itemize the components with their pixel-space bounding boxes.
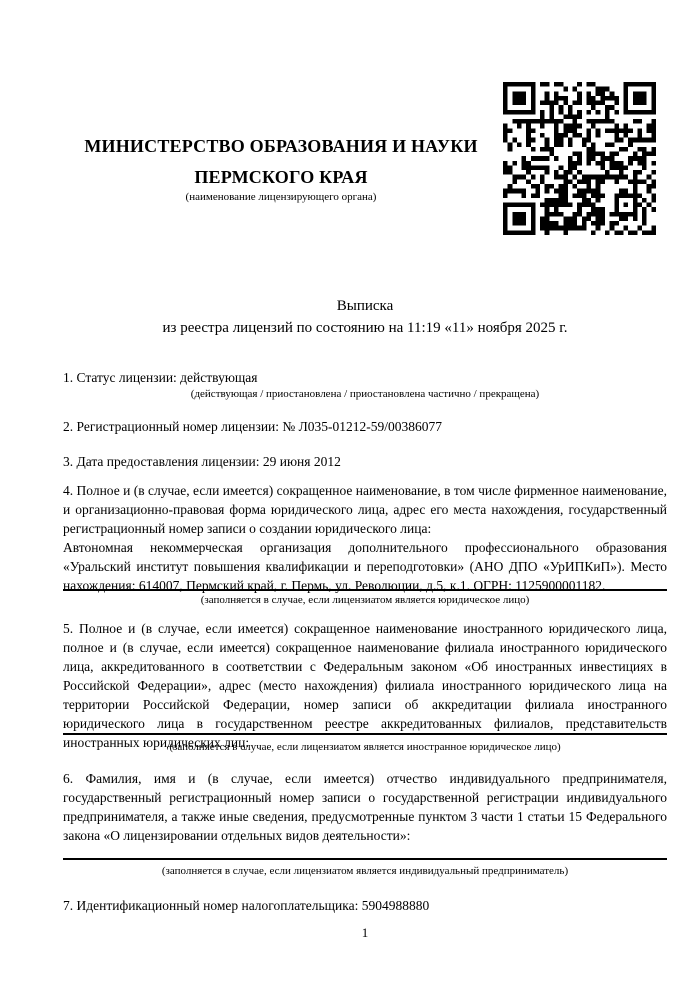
doc-title <box>63 295 667 339</box>
ministry-name-line2: ПЕРМСКОГО КРАЯ <box>194 167 368 187</box>
qr-code-icon <box>503 82 656 235</box>
license-number-line: 2. Регистрационный номер лицензии: № Л035-01212-59/00386077 <box>63 419 443 434</box>
status-options-caption: (действующая / приостановлена / приостановлена частично / прекращена) <box>190 388 540 400</box>
individual-entrepreneur-caption: (заполняется в случае, если лицензиатом является индивидуальный предприниматель) <box>161 865 569 877</box>
licensing-authority-caption: (наименование лицензирующего органа) <box>185 191 377 203</box>
ministry-name <box>63 131 499 193</box>
foreign-entity-rule <box>63 733 667 735</box>
legal-entity-caption: (заполняется в случае, если лицензиатом является юридическое лицо) <box>200 594 530 606</box>
legal-entity-section <box>63 481 667 595</box>
license-status-line: 1. Статус лицензии: действующая <box>63 370 258 385</box>
foreign-entity-caption: (заполняется в случае, если лицензиатом является иностранное юридическое лицо) <box>169 741 561 753</box>
license-date-line: 3. Дата предоставления лицензии: 29 июня 2012 <box>63 454 341 469</box>
page-number: 1 <box>361 925 369 940</box>
legal-entity-value: Автономная некоммерческая организация дополнительного профессионального образования «Уральский институт повышения квалификации и переподготовки» (АНО ДПО «УрИПКиП»). Место нахождения: 614007, Пермский край, г. Пермь, ул. Революции, д.5, к.1. ОГРН: 1125900001182. <box>63 540 667 593</box>
ministry-name-line1: МИНИСТЕРСТВО ОБРАЗОВАНИЯ И НАУКИ <box>84 136 478 156</box>
doc-title-line2: из реестра лицензий по состоянию на 11:19 «11» ноября 2025 г. <box>162 320 568 336</box>
legal-entity-label: 4. Полное и (в случае, если имеется) сокращенное наименование, в том числе фирменное наименование, и организационно-правовая форма юридического лица, адрес его места нахождения, государственный регистрационный номер записи о создании юридического лица: <box>63 483 667 536</box>
individual-entrepreneur-section: 6. Фамилия, имя и (в случае, если имеется) отчество индивидуального предпринимателя, государственный регистрационный номер записи о государственной регистрации индивидуального предпринимателя, а также иные сведения, предусмотренные пунктом 3 части 1 статьи 15 Федерального закона «О лицензировании отдельных видов деятельности»: <box>63 771 667 843</box>
individual-entrepreneur-rule <box>63 858 667 860</box>
doc-title-line1: Выписка <box>336 298 394 314</box>
legal-entity-rule <box>63 589 667 591</box>
foreign-entity-section: 5. Полное и (в случае, если имеется) сокращенное наименование иностранного юридического лица, полное и (в случае, если имеется) сокращенное наименование филиала иностранного юридического лица, аккредитованного в соответствии с Федеральным законом «Об иностранных инвестициях в Российской Федерации», адрес (место нахождения) филиала иностранного юридического лица на территории Российской Федерации, номер записи об аккредитации филиала иностранного юридического лица в государственном реестре аккредитованных филиалов, представительств иностранных юридических лиц: <box>63 621 667 750</box>
taxpayer-id-line: 7. Идентификационный номер налогоплательщика: 5904988880 <box>63 898 430 913</box>
